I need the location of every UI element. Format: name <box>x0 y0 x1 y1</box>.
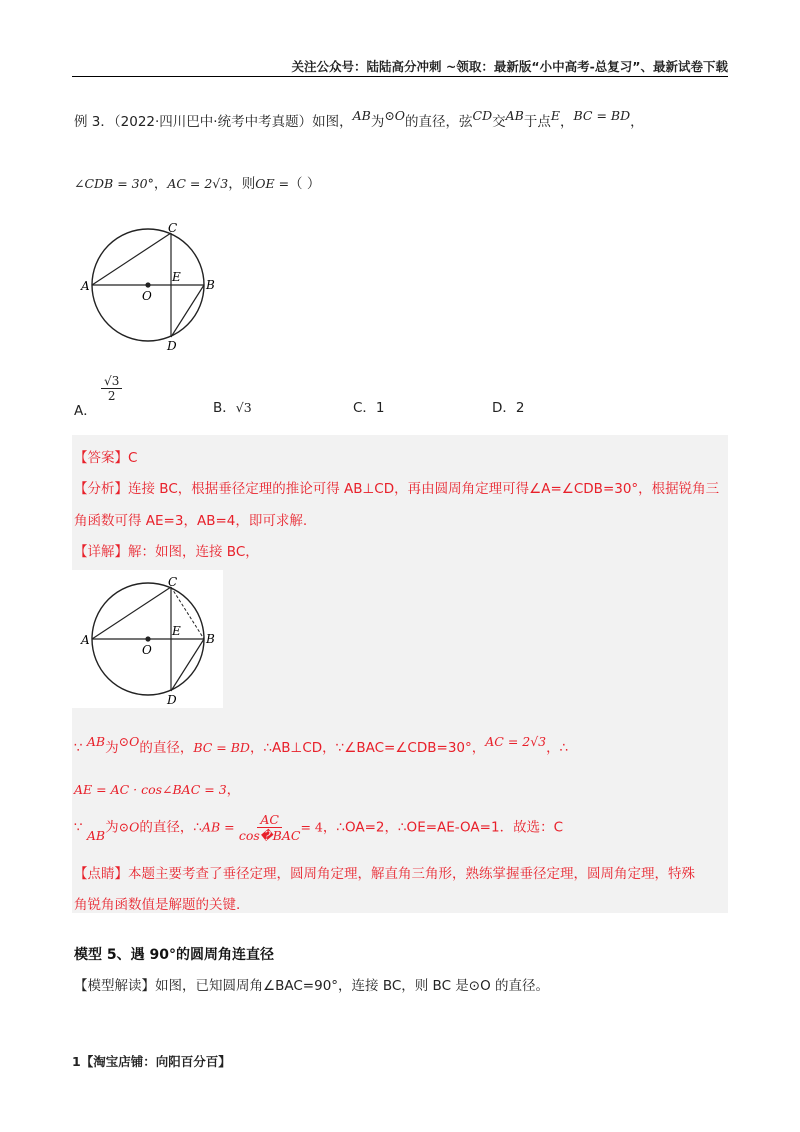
figure-2-label-b: B <box>206 632 215 646</box>
step2-equation: AE = AC · cos∠BAC = 3 <box>74 782 227 797</box>
solution-step-3 <box>74 812 563 843</box>
step3-numerator: AC <box>257 812 282 828</box>
header-rule <box>72 76 728 77</box>
math-cd: CD <box>472 108 493 123</box>
step3-lhs: AB = <box>201 819 235 835</box>
text-comma-3: ， <box>153 176 168 192</box>
figure-label-b: B <box>206 278 215 292</box>
option-b-label: B． <box>213 400 236 416</box>
math-ab: AB <box>352 108 371 123</box>
step1-end: ，∴ <box>546 740 569 756</box>
step1-circle-o: ⊙O <box>118 734 140 749</box>
because-symbol: ∵ <box>74 740 83 756</box>
figure-label-o: O <box>142 289 152 303</box>
analysis-line-2: 角函数可得 AE=3，AB=4，即可求解. <box>74 513 308 529</box>
text-jiao: 交 <box>492 114 506 130</box>
text-diameter-chord: 的直径，弦 <box>405 114 473 130</box>
figure-label-d: D <box>167 339 177 353</box>
model-title: 模型 5、遇 90°的圆周角连直径 <box>74 947 274 963</box>
step1-math-ab: AB <box>86 734 106 749</box>
step3-circle-o: ⊙O <box>118 819 140 835</box>
math-arc-equal: BC = BD <box>573 108 631 123</box>
page-header: 关注公众号：陆陆高分冲刺 ~领取：最新版“小中高考-总复习”、最新试卷下载 <box>291 59 728 74</box>
step3-math-ab: AB <box>86 827 106 843</box>
answer-line: 【答案】C <box>74 450 138 466</box>
math-ab-2: AB <box>505 108 524 123</box>
summary-line-2: 角锐角函数值是解题的关键. <box>74 897 241 913</box>
option-d: D．2 <box>492 400 525 416</box>
step3-denominator: cos�BAC <box>238 828 301 843</box>
option-c: C．1 <box>353 400 385 416</box>
math-angle-cdb: ∠CDB = 30° <box>74 176 154 191</box>
step3-fraction <box>239 812 301 843</box>
figure-label-a: A <box>81 279 90 293</box>
page-footer: 1【淘宝店铺：向阳百分百】 <box>72 1054 231 1069</box>
text-wei: 为 <box>370 114 385 130</box>
option-a-numerator: √3 <box>101 374 122 389</box>
step1-rest: ，∴AB⊥CD，∵∠BAC=∠CDB=30°， <box>249 740 486 756</box>
math-circle-o: ⊙O <box>384 108 406 123</box>
step1-wei: 为 <box>105 740 119 756</box>
analysis-line-1: 【分析】连接 BC，根据垂径定理的推论可得 AB⊥CD，再由圆周角定理可得∠A=∠CDB=30°，根据锐角三 <box>74 481 720 497</box>
figure-2-label-a: A <box>81 633 90 647</box>
step3-wei: 为 <box>105 819 119 836</box>
text-yu-dian: 于点 <box>523 114 551 130</box>
because-symbol-2: ∵ <box>74 819 83 836</box>
figure-2-label-o: O <box>142 643 152 657</box>
step1-text: 的直径， <box>139 740 194 756</box>
model-description: 【模型解读】如图，已知圆周角∠BAC=90°，连接 BC，则 BC 是⊙O 的直径。 <box>74 978 550 994</box>
math-ac: AC = 2√3 <box>167 176 229 191</box>
text-comma: ， <box>559 114 574 130</box>
summary-line-1: 【点睛】本题主要考查了垂径定理，圆周角定理，解直角三角形，熟练掌握垂径定理，圆周角定理，特殊 <box>74 866 695 882</box>
option-a-denominator: 2 <box>107 389 116 403</box>
step3-rest: ，∴OA=2，∴OE=AE-OA=1．故选：C <box>322 819 563 836</box>
option-a-label: A． <box>74 402 97 419</box>
answer-blank: （ ） <box>289 176 321 192</box>
solution-step-1 <box>74 736 568 756</box>
step1-arc-equal: BC = BD <box>193 740 250 755</box>
text-comma-2: ， <box>630 114 644 130</box>
option-b <box>213 396 252 416</box>
option-a-fraction <box>101 374 122 403</box>
circle-figure-detail <box>78 572 218 712</box>
option-a <box>74 372 122 419</box>
step1-math-ac: AC = 2√3 <box>485 734 547 749</box>
math-e: E <box>550 108 560 123</box>
solution-step-2 <box>74 778 240 798</box>
question-label: 例 3． <box>74 114 114 130</box>
figure-2-label-c: C <box>168 575 178 589</box>
figure-2-label-e: E <box>172 624 181 638</box>
step2-end: ， <box>226 782 241 798</box>
circle-figure <box>78 218 218 358</box>
math-oe: OE = <box>255 176 290 191</box>
detail-line: 【详解】解：如图，连接 BC， <box>74 544 259 560</box>
option-b-value: √3 <box>235 400 252 415</box>
question-source: （2022·四川巴中·统考中考真题）如图， <box>113 114 353 130</box>
step3-text: 的直径，∴ <box>139 819 202 836</box>
figure-label-c: C <box>168 221 178 235</box>
text-ze: ，则 <box>228 176 256 192</box>
figure-2-label-d: D <box>167 693 177 707</box>
question-line-1 <box>74 110 644 130</box>
figure-label-e: E <box>172 270 181 284</box>
question-line-2 <box>74 172 320 192</box>
step3-rhs: = 4 <box>300 819 323 835</box>
